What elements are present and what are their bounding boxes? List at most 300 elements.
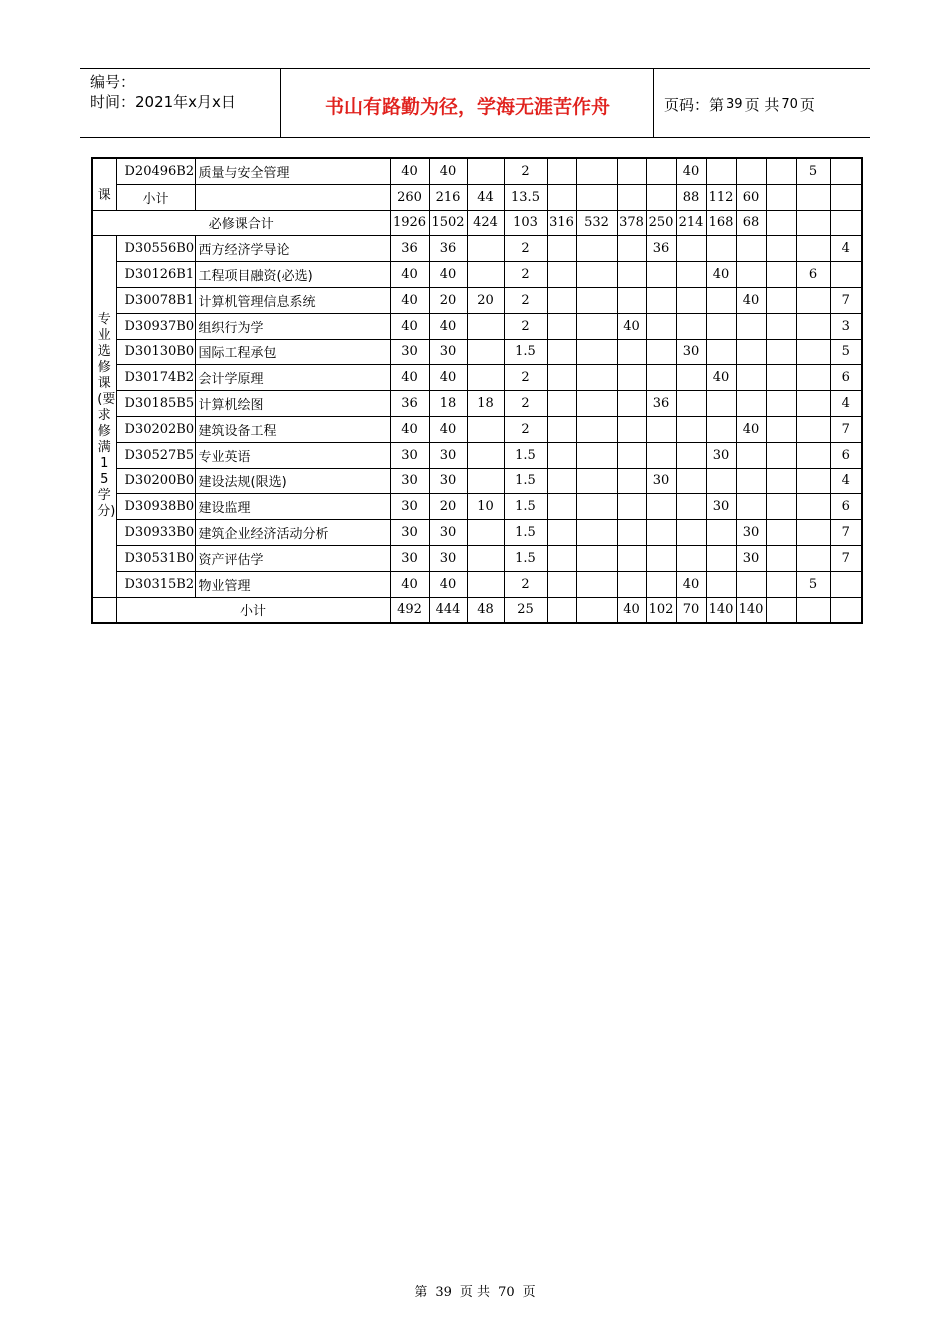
- value-cell: [766, 416, 796, 442]
- value-cell: [576, 442, 617, 468]
- page-total: 70: [781, 97, 798, 112]
- value-cell: 2: [504, 571, 547, 597]
- value-cell: [830, 158, 862, 184]
- value-cell: [706, 287, 736, 313]
- value-cell: [467, 545, 504, 571]
- value-cell: [576, 468, 617, 494]
- document-time-label: 时间：2021年x月x日: [90, 93, 236, 111]
- value-cell: 2: [504, 158, 547, 184]
- value-cell: 6: [830, 494, 862, 520]
- value-cell: [706, 571, 736, 597]
- value-cell: [706, 158, 736, 184]
- table-row: [92, 597, 862, 623]
- course-code: D30933B0: [116, 520, 195, 546]
- document-number-label: 编号：: [90, 73, 136, 91]
- value-cell: 1.5: [504, 468, 547, 494]
- value-cell: 40: [390, 416, 429, 442]
- value-cell: 10: [467, 494, 504, 520]
- value-cell: [706, 468, 736, 494]
- value-cell: [617, 391, 646, 417]
- value-cell: [676, 442, 706, 468]
- value-cell: [796, 339, 830, 365]
- value-cell: [766, 520, 796, 546]
- course-code: D30531B0: [116, 545, 195, 571]
- value-cell: 140: [736, 597, 766, 623]
- value-cell: [736, 365, 766, 391]
- value-cell: [547, 494, 576, 520]
- value-cell: 1.5: [504, 442, 547, 468]
- table-row: [92, 287, 862, 313]
- value-cell: [467, 262, 504, 288]
- value-cell: [547, 158, 576, 184]
- table-row: [92, 210, 862, 236]
- value-cell: [676, 365, 706, 391]
- value-cell: [796, 520, 830, 546]
- course-table: [91, 157, 863, 624]
- group-label-elective-text: 专业选修课(要求修满15学分): [97, 312, 116, 520]
- value-cell: [617, 520, 646, 546]
- value-cell: 2: [504, 416, 547, 442]
- footer-prefix: 第: [414, 1285, 428, 1300]
- table-row: [92, 545, 862, 571]
- value-cell: [547, 597, 576, 623]
- course-name: 建设法规(限选): [195, 468, 390, 494]
- value-cell: 316: [547, 210, 576, 236]
- value-cell: 2: [504, 391, 547, 417]
- value-cell: 25: [504, 597, 547, 623]
- value-cell: [830, 184, 862, 210]
- value-cell: [766, 365, 796, 391]
- course-code: D30938B0: [116, 494, 195, 520]
- value-cell: 68: [736, 210, 766, 236]
- value-cell: [467, 468, 504, 494]
- value-cell: 40: [617, 597, 646, 623]
- value-cell: [766, 442, 796, 468]
- course-code: D20496B2: [116, 158, 195, 184]
- value-cell: [676, 520, 706, 546]
- value-cell: [736, 571, 766, 597]
- value-cell: [547, 391, 576, 417]
- course-name: 建筑企业经济活动分析: [195, 520, 390, 546]
- value-cell: [547, 184, 576, 210]
- table-row: [92, 262, 862, 288]
- value-cell: 30: [390, 494, 429, 520]
- value-cell: 60: [736, 184, 766, 210]
- value-cell: 5: [796, 158, 830, 184]
- value-cell: 492: [390, 597, 429, 623]
- value-cell: 13.5: [504, 184, 547, 210]
- value-cell: 44: [467, 184, 504, 210]
- value-cell: 5: [830, 339, 862, 365]
- page-current: 39: [726, 97, 743, 112]
- footer-current: 39: [435, 1285, 452, 1300]
- value-cell: 2: [504, 313, 547, 339]
- value-cell: [766, 494, 796, 520]
- value-cell: 4: [830, 468, 862, 494]
- value-cell: 40: [429, 416, 467, 442]
- value-cell: 40: [706, 262, 736, 288]
- page-mid: 页 共: [744, 96, 780, 114]
- header-page-info: [655, 69, 870, 137]
- value-cell: 140: [706, 597, 736, 623]
- course-name: 资产评估学: [195, 545, 390, 571]
- value-cell: [617, 442, 646, 468]
- value-cell: [646, 339, 676, 365]
- value-cell: 40: [429, 313, 467, 339]
- value-cell: 40: [617, 313, 646, 339]
- value-cell: [547, 262, 576, 288]
- value-cell: [736, 313, 766, 339]
- value-cell: [576, 391, 617, 417]
- value-cell: 36: [390, 236, 429, 262]
- value-cell: [547, 442, 576, 468]
- value-cell: 168: [706, 210, 736, 236]
- value-cell: [646, 158, 676, 184]
- value-cell: [576, 365, 617, 391]
- value-cell: [547, 520, 576, 546]
- value-cell: [576, 287, 617, 313]
- value-cell: [467, 520, 504, 546]
- value-cell: 30: [706, 442, 736, 468]
- value-cell: [736, 391, 766, 417]
- value-cell: 40: [390, 365, 429, 391]
- value-cell: [646, 416, 676, 442]
- group-label-elective: [92, 236, 116, 597]
- value-cell: [617, 236, 646, 262]
- value-cell: [766, 313, 796, 339]
- value-cell: [617, 571, 646, 597]
- value-cell: [646, 571, 676, 597]
- course-name: 专业英语: [195, 442, 390, 468]
- value-cell: 40: [676, 571, 706, 597]
- value-cell: [576, 571, 617, 597]
- group-label-empty: [92, 597, 116, 623]
- value-cell: 2: [504, 236, 547, 262]
- value-cell: [796, 597, 830, 623]
- value-cell: 30: [736, 545, 766, 571]
- value-cell: [576, 520, 617, 546]
- value-cell: [547, 571, 576, 597]
- table-row: [92, 571, 862, 597]
- value-cell: [766, 158, 796, 184]
- value-cell: 30: [429, 545, 467, 571]
- group-label-top: [92, 158, 116, 210]
- value-cell: [467, 365, 504, 391]
- table-row: [92, 442, 862, 468]
- footer-total: 70: [498, 1285, 515, 1300]
- page-header: [80, 68, 870, 138]
- value-cell: [736, 158, 766, 184]
- value-cell: 260: [390, 184, 429, 210]
- value-cell: 30: [390, 468, 429, 494]
- page-suffix: 页: [799, 96, 815, 114]
- value-cell: [796, 287, 830, 313]
- value-cell: 30: [390, 442, 429, 468]
- value-cell: [706, 236, 736, 262]
- value-cell: [766, 468, 796, 494]
- value-cell: [646, 365, 676, 391]
- value-cell: [796, 442, 830, 468]
- value-cell: 216: [429, 184, 467, 210]
- value-cell: [617, 468, 646, 494]
- value-cell: [766, 339, 796, 365]
- value-cell: 18: [467, 391, 504, 417]
- page-prefix: 页码：第: [664, 96, 725, 114]
- value-cell: 70: [676, 597, 706, 623]
- value-cell: 5: [796, 571, 830, 597]
- value-cell: 36: [429, 236, 467, 262]
- table-row: [92, 494, 862, 520]
- value-cell: [646, 313, 676, 339]
- value-cell: [676, 494, 706, 520]
- value-cell: [706, 391, 736, 417]
- course-name: 物业管理: [195, 571, 390, 597]
- value-cell: [766, 391, 796, 417]
- value-cell: [646, 520, 676, 546]
- value-cell: [617, 184, 646, 210]
- course-name: 建设监理: [195, 494, 390, 520]
- value-cell: 40: [676, 158, 706, 184]
- course-code: D30202B0: [116, 416, 195, 442]
- value-cell: [796, 313, 830, 339]
- value-cell: [676, 391, 706, 417]
- footer-mid: 页 共: [459, 1285, 491, 1300]
- value-cell: [766, 262, 796, 288]
- value-cell: [617, 545, 646, 571]
- value-cell: 40: [390, 571, 429, 597]
- course-name: 组织行为学: [195, 313, 390, 339]
- value-cell: 7: [830, 416, 862, 442]
- value-cell: [676, 236, 706, 262]
- value-cell: 36: [646, 236, 676, 262]
- value-cell: [676, 313, 706, 339]
- value-cell: 40: [429, 262, 467, 288]
- value-cell: [617, 158, 646, 184]
- value-cell: [706, 313, 736, 339]
- value-cell: [766, 184, 796, 210]
- value-cell: 1926: [390, 210, 429, 236]
- value-cell: [676, 262, 706, 288]
- value-cell: [676, 545, 706, 571]
- table-row: [92, 416, 862, 442]
- value-cell: 40: [390, 313, 429, 339]
- value-cell: [766, 597, 796, 623]
- value-cell: [736, 339, 766, 365]
- value-cell: [467, 339, 504, 365]
- value-cell: [766, 545, 796, 571]
- value-cell: 6: [830, 365, 862, 391]
- value-cell: [576, 158, 617, 184]
- value-cell: [547, 236, 576, 262]
- value-cell: [646, 442, 676, 468]
- value-cell: [830, 210, 862, 236]
- value-cell: [676, 287, 706, 313]
- value-cell: [646, 287, 676, 313]
- table-row: [92, 236, 862, 262]
- value-cell: 20: [429, 494, 467, 520]
- value-cell: [547, 287, 576, 313]
- course-name: 建筑设备工程: [195, 416, 390, 442]
- value-cell: 1502: [429, 210, 467, 236]
- value-cell: 30: [390, 520, 429, 546]
- value-cell: [830, 597, 862, 623]
- course-code: D30200B0: [116, 468, 195, 494]
- value-cell: [576, 545, 617, 571]
- table-row: [92, 520, 862, 546]
- value-cell: [796, 416, 830, 442]
- value-cell: [547, 416, 576, 442]
- value-cell: 1.5: [504, 520, 547, 546]
- value-cell: [706, 545, 736, 571]
- value-cell: [676, 416, 706, 442]
- course-code: D30174B2: [116, 365, 195, 391]
- course-name: 计算机管理信息系统: [195, 287, 390, 313]
- value-cell: 40: [706, 365, 736, 391]
- table-row: [92, 184, 862, 210]
- value-cell: 36: [390, 391, 429, 417]
- value-cell: 40: [390, 262, 429, 288]
- value-cell: 112: [706, 184, 736, 210]
- value-cell: 40: [736, 287, 766, 313]
- value-cell: [617, 494, 646, 520]
- value-cell: 7: [830, 520, 862, 546]
- value-cell: 30: [390, 339, 429, 365]
- value-cell: [796, 468, 830, 494]
- course-name: 会计学原理: [195, 365, 390, 391]
- course-code: D30185B5: [116, 391, 195, 417]
- value-cell: 1.5: [504, 545, 547, 571]
- value-cell: [467, 442, 504, 468]
- value-cell: 1.5: [504, 339, 547, 365]
- required-total-label: 必修课合计: [92, 210, 390, 236]
- value-cell: 30: [646, 468, 676, 494]
- value-cell: [576, 494, 617, 520]
- value-cell: [830, 262, 862, 288]
- footer-suffix: 页: [522, 1285, 536, 1300]
- value-cell: 30: [390, 545, 429, 571]
- table-row: [92, 313, 862, 339]
- value-cell: [736, 262, 766, 288]
- value-cell: 88: [676, 184, 706, 210]
- value-cell: [467, 158, 504, 184]
- course-name: [195, 184, 390, 210]
- value-cell: 4: [830, 236, 862, 262]
- table-row: [92, 158, 862, 184]
- table-row: [92, 365, 862, 391]
- value-cell: [646, 262, 676, 288]
- value-cell: [706, 416, 736, 442]
- value-cell: 30: [676, 339, 706, 365]
- header-motto: 书山有路勤为径，学海无涯苦作舟: [282, 69, 654, 137]
- course-code: D30078B1: [116, 287, 195, 313]
- course-name: 质量与安全管理: [195, 158, 390, 184]
- value-cell: [796, 236, 830, 262]
- group-label-top-text: 课: [97, 188, 111, 204]
- value-cell: 48: [467, 597, 504, 623]
- value-cell: 250: [646, 210, 676, 236]
- value-cell: 40: [390, 158, 429, 184]
- value-cell: 40: [429, 365, 467, 391]
- value-cell: [467, 416, 504, 442]
- value-cell: [576, 416, 617, 442]
- value-cell: 3: [830, 313, 862, 339]
- value-cell: 444: [429, 597, 467, 623]
- value-cell: 6: [796, 262, 830, 288]
- course-code: D30126B1: [116, 262, 195, 288]
- value-cell: [547, 339, 576, 365]
- value-cell: [576, 184, 617, 210]
- value-cell: [766, 571, 796, 597]
- value-cell: [796, 210, 830, 236]
- value-cell: [646, 494, 676, 520]
- value-cell: 30: [706, 494, 736, 520]
- value-cell: 103: [504, 210, 547, 236]
- value-cell: [467, 571, 504, 597]
- value-cell: [736, 494, 766, 520]
- value-cell: 40: [736, 416, 766, 442]
- value-cell: [467, 313, 504, 339]
- value-cell: 36: [646, 391, 676, 417]
- value-cell: [576, 339, 617, 365]
- value-cell: 7: [830, 545, 862, 571]
- course-code: D30556B0: [116, 236, 195, 262]
- course-name: 国际工程承包: [195, 339, 390, 365]
- value-cell: [617, 339, 646, 365]
- course-code: D30937B0: [116, 313, 195, 339]
- value-cell: [706, 339, 736, 365]
- subtotal-label: 小计: [116, 184, 195, 210]
- value-cell: 40: [429, 158, 467, 184]
- course-code: D30130B0: [116, 339, 195, 365]
- value-cell: [736, 468, 766, 494]
- value-cell: [706, 520, 736, 546]
- value-cell: [796, 365, 830, 391]
- value-cell: 40: [429, 571, 467, 597]
- value-cell: [796, 545, 830, 571]
- value-cell: 2: [504, 365, 547, 391]
- value-cell: [796, 391, 830, 417]
- value-cell: 424: [467, 210, 504, 236]
- value-cell: 1.5: [504, 494, 547, 520]
- value-cell: [796, 184, 830, 210]
- value-cell: [576, 597, 617, 623]
- value-cell: [617, 416, 646, 442]
- value-cell: 30: [429, 468, 467, 494]
- value-cell: [576, 313, 617, 339]
- elective-subtotal-label: 小计: [116, 597, 390, 623]
- value-cell: [736, 236, 766, 262]
- value-cell: [547, 468, 576, 494]
- value-cell: 4: [830, 391, 862, 417]
- value-cell: [617, 262, 646, 288]
- value-cell: 2: [504, 262, 547, 288]
- value-cell: 6: [830, 442, 862, 468]
- course-name: 西方经济学导论: [195, 236, 390, 262]
- value-cell: [676, 468, 706, 494]
- table-row: [92, 391, 862, 417]
- value-cell: [617, 365, 646, 391]
- value-cell: [617, 287, 646, 313]
- header-meta: [80, 69, 281, 137]
- value-cell: [766, 236, 796, 262]
- value-cell: 378: [617, 210, 646, 236]
- value-cell: 30: [736, 520, 766, 546]
- value-cell: [467, 236, 504, 262]
- course-code: D30527B5: [116, 442, 195, 468]
- value-cell: [766, 210, 796, 236]
- value-cell: 20: [467, 287, 504, 313]
- value-cell: 30: [429, 442, 467, 468]
